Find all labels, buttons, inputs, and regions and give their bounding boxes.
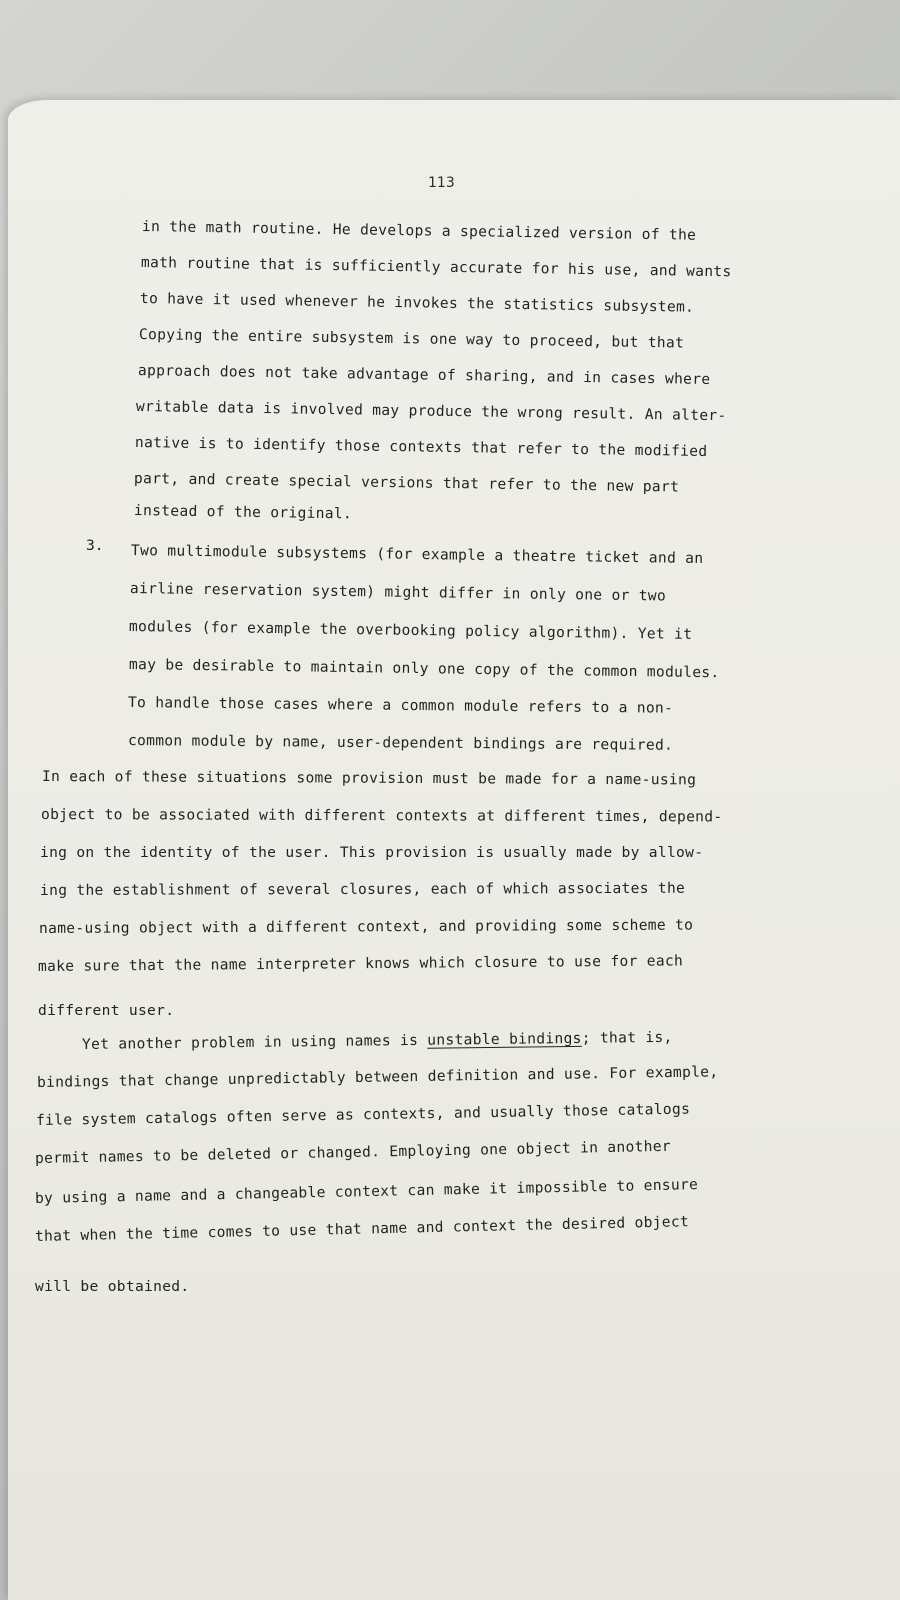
- text-line: that when the time comes to use that name and context the desired object: [34, 1213, 690, 1245]
- text-line: ing on the identity of the user. This provision is usually made by allow-: [40, 844, 704, 861]
- underlined-term: unstable bindings: [427, 1029, 582, 1049]
- text-line: permit names to be deleted or changed. Employing one object in another: [34, 1137, 672, 1167]
- page-number: 113: [428, 175, 455, 191]
- text-line: will be obtained.: [35, 1278, 190, 1295]
- text-line: Two multimodule subsystems (for example a theatre ticket and an: [130, 542, 704, 567]
- text-line: Copying the entire subsystem is one way to proceed, but that: [138, 326, 685, 352]
- text-line: ing the establishment of several closures, each of which associates the: [39, 879, 686, 899]
- text-line: approach does not take advantage of sharing, and in cases where: [137, 362, 711, 388]
- text-line: writable data is involved may produce the wrong result. An alter-: [135, 398, 727, 425]
- document-page: [8, 100, 900, 1600]
- text-line: To handle those cases where a common module refers to a non-: [127, 694, 674, 717]
- text-line: part, and create special versions that refer to the new part: [133, 470, 680, 496]
- text-line: by using a name and a changeable context can make it impossible to ensure: [34, 1176, 699, 1207]
- text-line: to have it used whenever he invokes the statistics subsystem.: [139, 290, 695, 316]
- text-line: math routine that is sufficiently accurate for his use, and wants: [140, 254, 732, 281]
- text-line: file system catalogs often serve as contexts, and usually those catalogs: [35, 1100, 691, 1129]
- text-line: instead of the original.: [133, 502, 353, 523]
- text-line: object to be associated with different contexts at different times, depend-: [40, 806, 723, 826]
- list-item-marker: 3.: [86, 537, 104, 554]
- text-line: native is to identify those contexts that refer to the modified: [134, 434, 708, 460]
- text-fragment: Yet another problem in using names is: [81, 1031, 428, 1053]
- text-line: make sure that the name interpreter knows which closure to use for each: [37, 952, 684, 975]
- text-line: [82, 1029, 673, 1053]
- text-line: in the math routine. He develops a specialized version of the: [141, 218, 697, 244]
- text-line: airline reservation system) might differ in only one or two: [129, 580, 667, 605]
- text-line: In each of these situations some provision must be made for a name-using: [41, 768, 697, 789]
- text-line: name-using object with a different context, and providing some scheme to: [38, 916, 694, 937]
- text-line: bindings that change unpredictably between definition and use. For example,: [36, 1063, 719, 1091]
- text-line: common module by name, user-dependent bindings are required.: [127, 732, 674, 754]
- text-line: different user.: [38, 1002, 175, 1019]
- text-fragment: ; that is,: [581, 1028, 673, 1047]
- text-line: modules (for example the overbooking policy algorithm). Yet it: [128, 618, 693, 643]
- text-line: may be desirable to maintain only one copy of the common modules.: [128, 656, 720, 682]
